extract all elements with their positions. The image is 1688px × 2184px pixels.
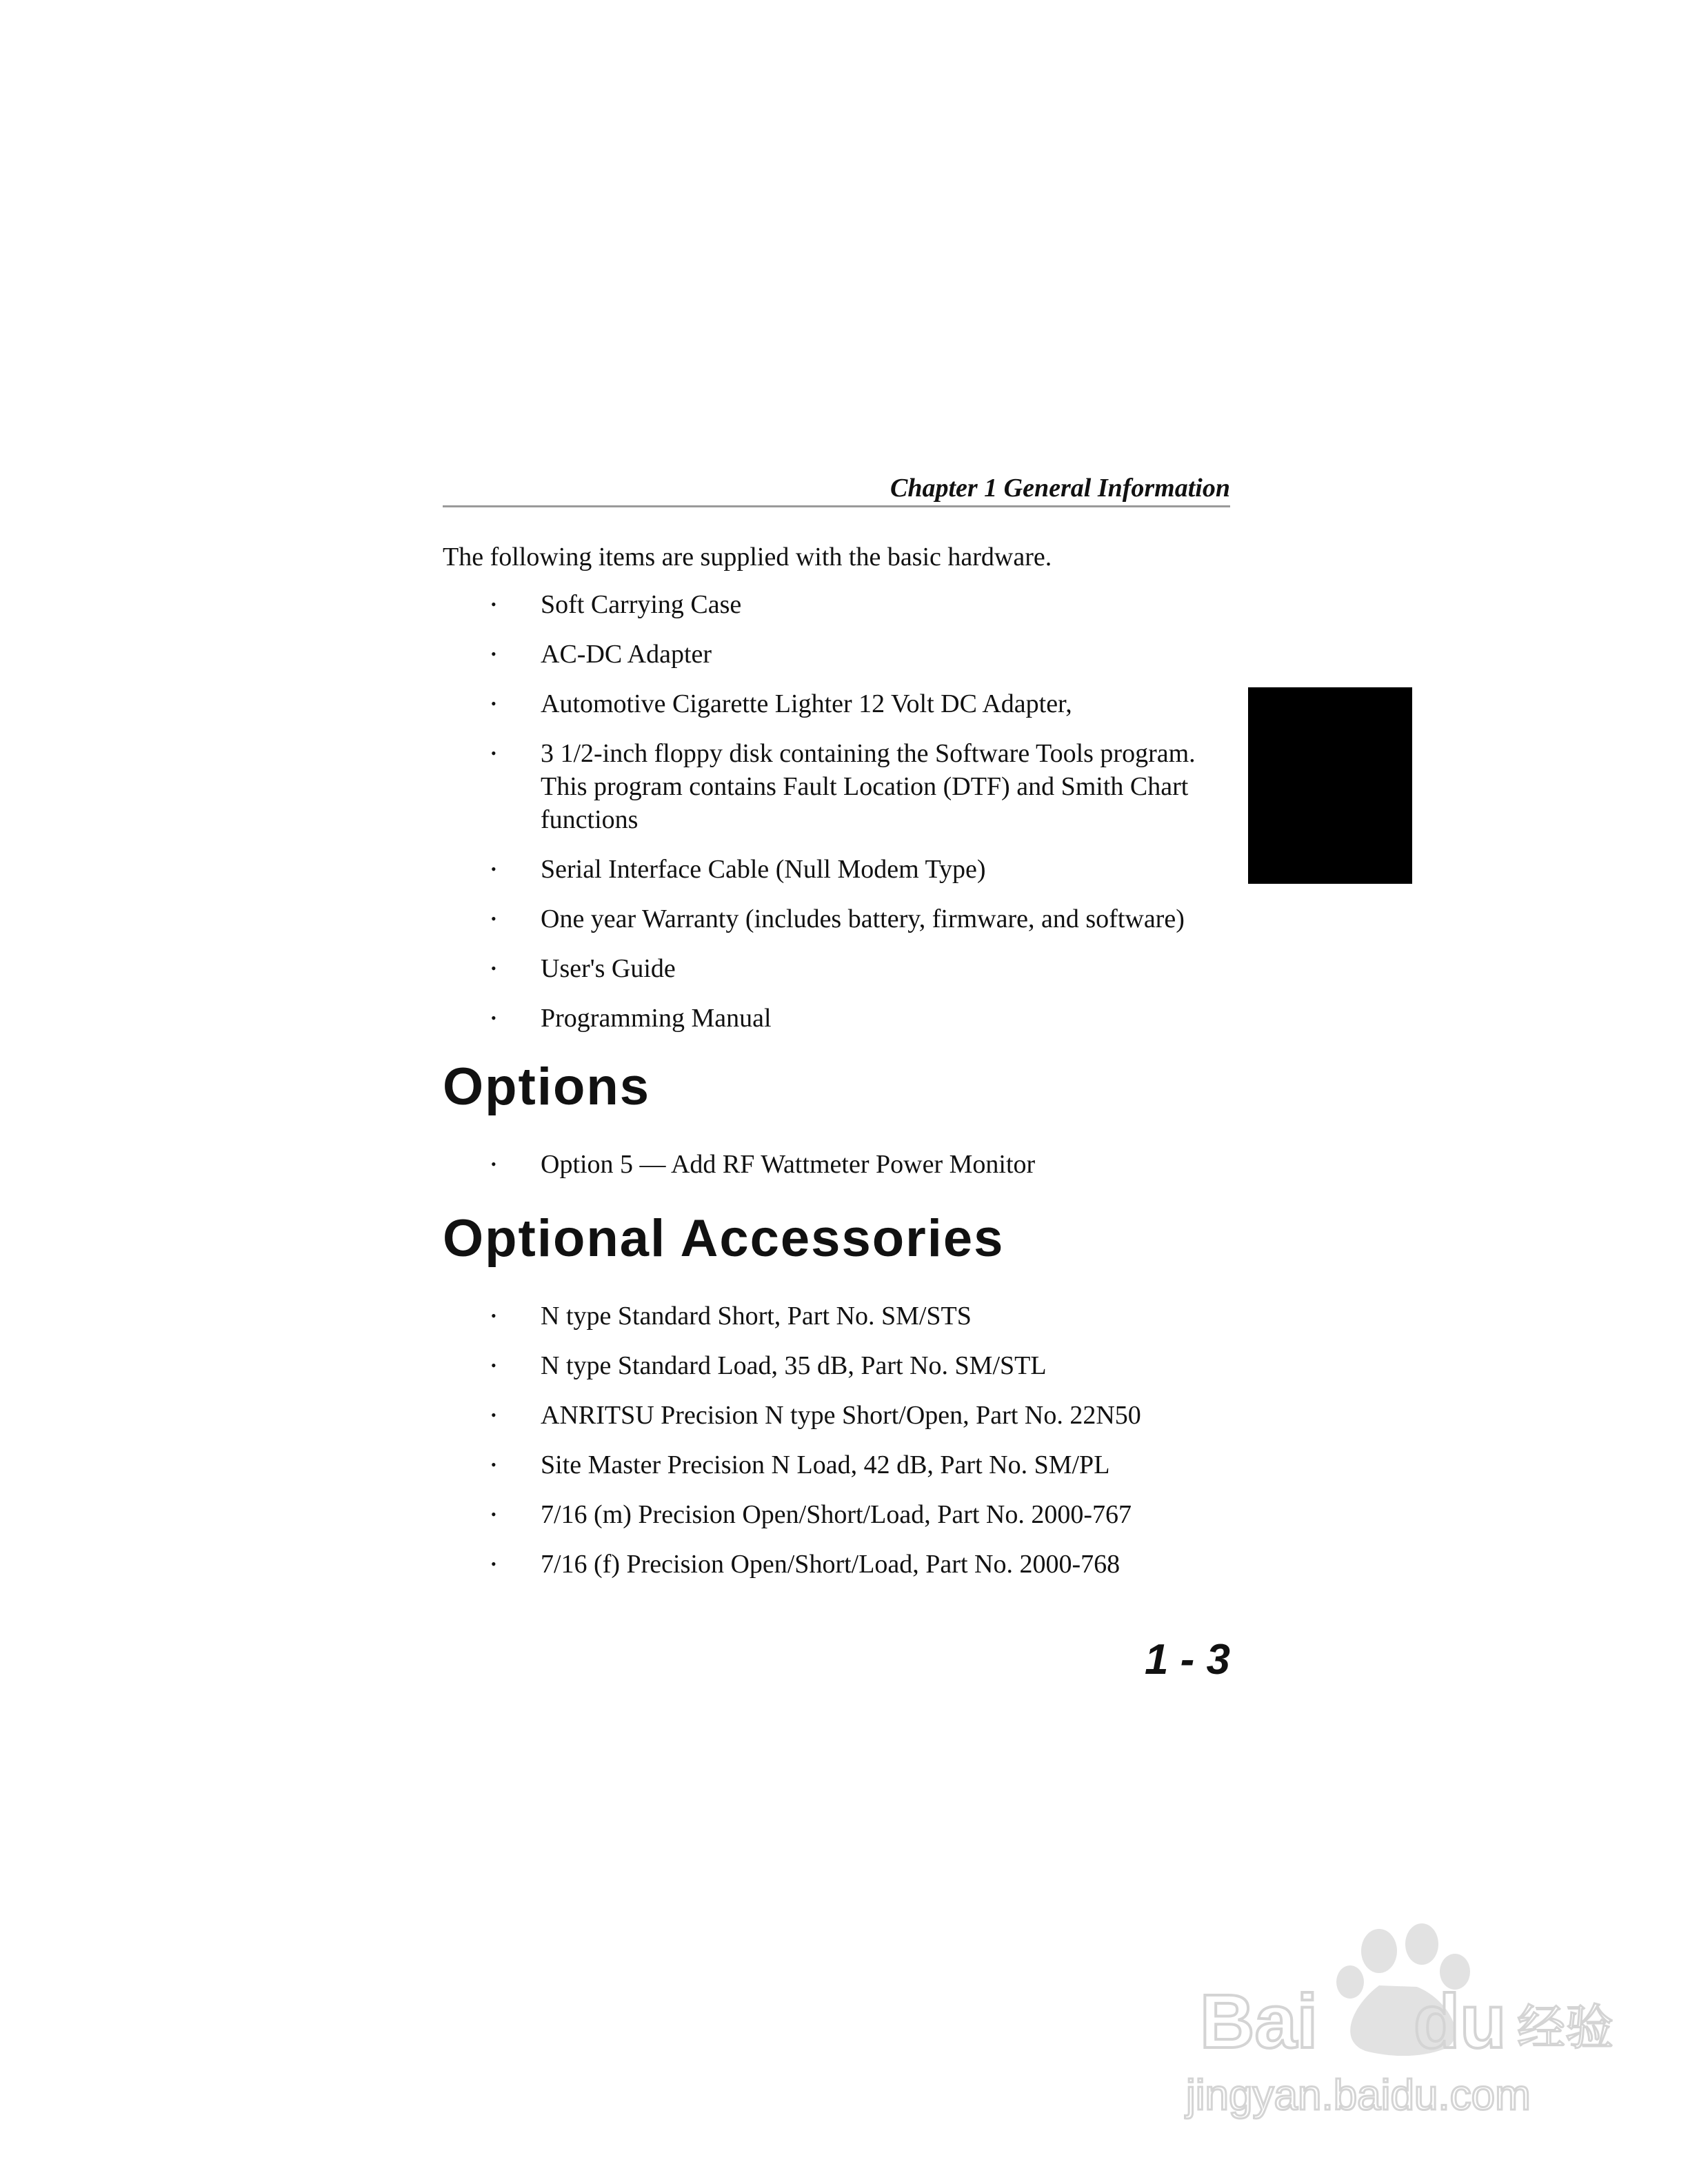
- list-item-text: AC-DC Adapter: [541, 640, 712, 669]
- list-item-text: N type Standard Load, 35 dB, Part No. SM/STL: [541, 1351, 1047, 1380]
- bullet-icon: •: [491, 695, 496, 712]
- chapter-header: Chapter 1 General Information: [890, 474, 1230, 503]
- supplied-item: [443, 687, 1230, 720]
- list-item-text: Option 5 — Add RF Wattmeter Power Monitor: [541, 1150, 1036, 1179]
- accessory-item: [443, 1399, 1230, 1432]
- bullet-icon: •: [491, 1155, 496, 1173]
- bullet-icon: •: [491, 596, 496, 613]
- option-item: [443, 1148, 1230, 1181]
- intro-paragraph: The following items are supplied with the basic hardware.: [443, 543, 1052, 572]
- supplied-item: [443, 1002, 1230, 1035]
- bullet-icon: •: [491, 1406, 496, 1424]
- accessory-item: [443, 1498, 1230, 1531]
- supplied-item: [443, 638, 1230, 671]
- header-rule: [443, 505, 1230, 507]
- supplied-item: [443, 853, 1230, 886]
- page-number: 1 - 3: [1144, 1636, 1230, 1684]
- supplied-item: [443, 588, 1230, 621]
- svg-text:经验: 经验: [1517, 1999, 1614, 2056]
- list-item-text: Programming Manual: [541, 1004, 772, 1033]
- accessory-item: [443, 1548, 1230, 1581]
- list-item-text: Serial Interface Cable (Null Modem Type): [541, 855, 986, 884]
- supplied-items-list: [443, 588, 1230, 1051]
- list-item-text: 7/16 (m) Precision Open/Short/Load, Part No. 2000-767: [541, 1500, 1132, 1529]
- bullet-icon: •: [491, 1009, 496, 1027]
- svg-text:Bai: Bai: [1200, 1979, 1318, 2064]
- svg-text:jingyan.baidu.com: jingyan.baidu.com: [1186, 2072, 1531, 2119]
- bullet-icon: •: [491, 860, 496, 878]
- bullet-icon: •: [491, 745, 496, 762]
- supplied-item: [443, 737, 1230, 836]
- list-item-text: N type Standard Short, Part No. SM/STS: [541, 1302, 972, 1331]
- list-item-text: Soft Carrying Case: [541, 590, 742, 619]
- bullet-icon: •: [491, 1555, 496, 1573]
- accessories-heading: Optional Accessories: [443, 1209, 1005, 1268]
- list-item-text: Automotive Cigarette Lighter 12 Volt DC Adapter,: [541, 689, 1072, 718]
- accessory-item: [443, 1300, 1230, 1333]
- bullet-icon: •: [491, 1456, 496, 1473]
- bullet-icon: •: [491, 910, 496, 927]
- baidu-watermark: [1172, 1903, 1614, 2130]
- supplied-item: [443, 902, 1230, 936]
- options-list: [443, 1148, 1230, 1197]
- baidu-paw-logo-icon: [1172, 1903, 1614, 2130]
- options-heading: Options: [443, 1058, 651, 1116]
- list-item-text: 3 1/2-inch floppy disk containing the Software Tools program. This program contains Fault Location (DTF) and Smith Chart functions: [541, 739, 1196, 834]
- bullet-icon: •: [491, 1307, 496, 1324]
- bullet-icon: •: [491, 1506, 496, 1523]
- list-item-text: ANRITSU Precision N type Short/Open, Part No. 22N50: [541, 1401, 1141, 1430]
- chapter-thumb-tab: [1248, 687, 1412, 884]
- bullet-icon: •: [491, 1357, 496, 1374]
- bullet-icon: •: [491, 645, 496, 663]
- list-item-text: 7/16 (f) Precision Open/Short/Load, Part No. 2000-768: [541, 1550, 1121, 1579]
- list-item-text: Site Master Precision N Load, 42 dB, Part No. SM/PL: [541, 1450, 1110, 1479]
- accessories-list: [443, 1300, 1230, 1597]
- list-item-text: User's Guide: [541, 954, 676, 983]
- accessory-item: [443, 1448, 1230, 1482]
- accessory-item: [443, 1349, 1230, 1382]
- supplied-item: [443, 952, 1230, 985]
- list-item-text: One year Warranty (includes battery, firmware, and software): [541, 904, 1185, 933]
- bullet-icon: •: [491, 960, 496, 977]
- svg-text:du: du: [1414, 1979, 1507, 2064]
